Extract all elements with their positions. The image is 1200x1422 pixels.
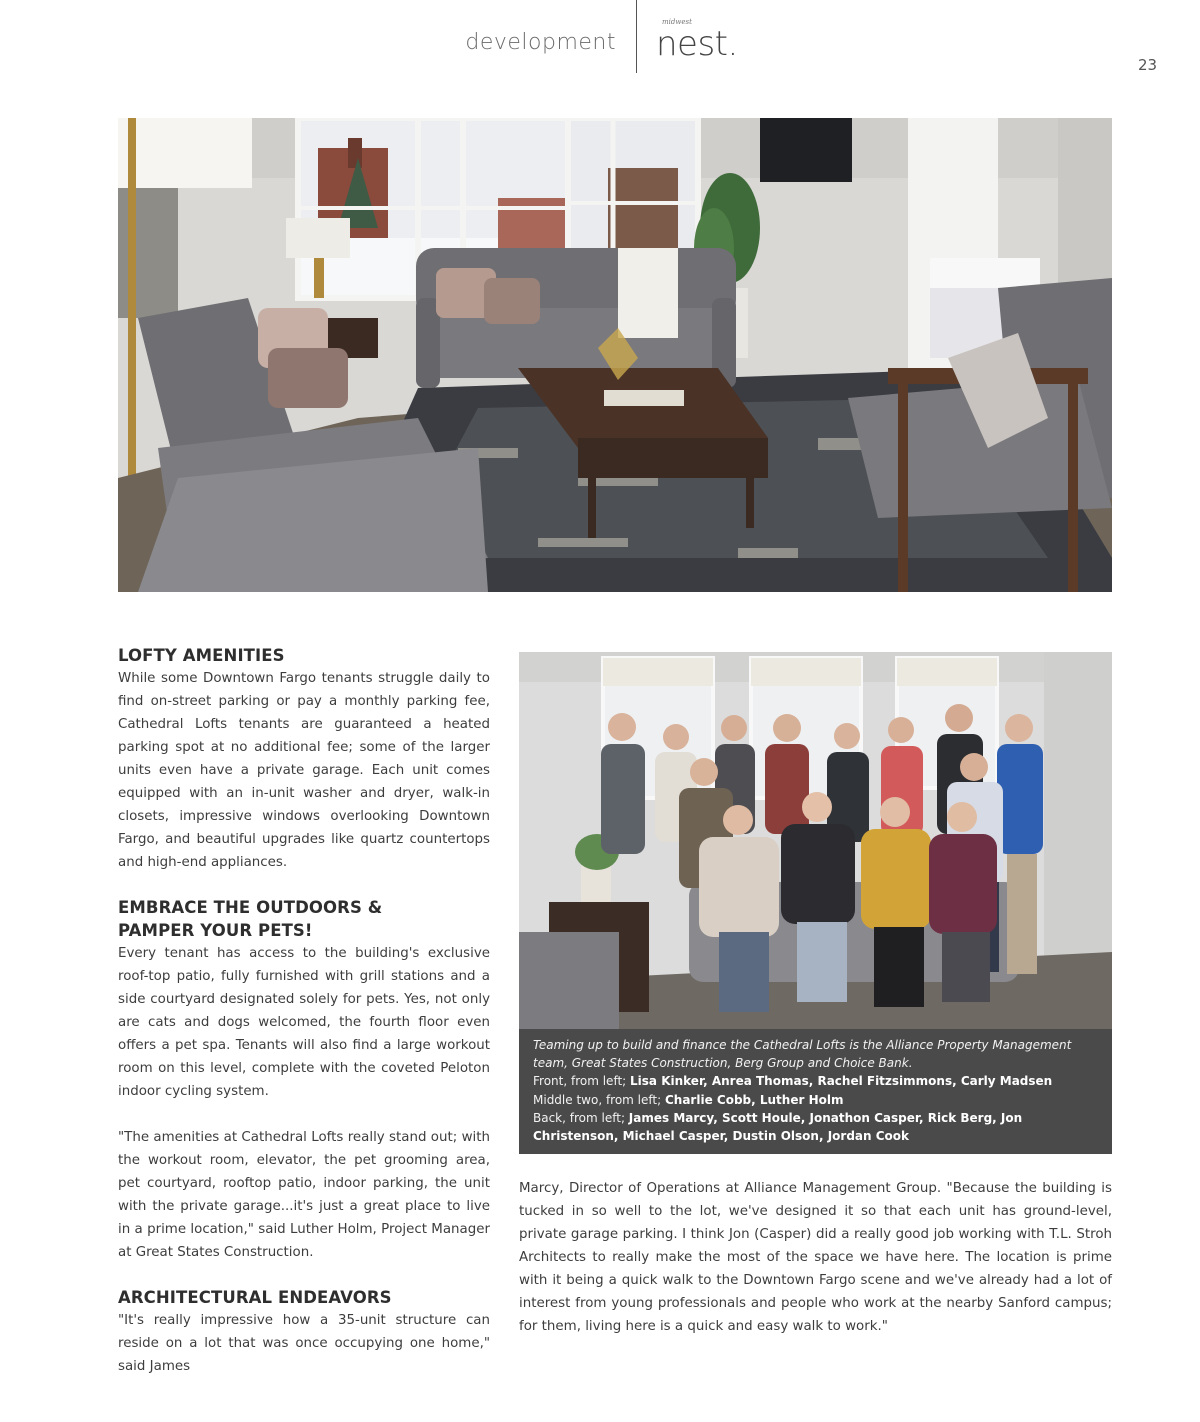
page-number: 23 — [1138, 56, 1158, 74]
heading-outdoors-line1: EMBRACE THE OUTDOORS & — [118, 898, 383, 917]
caption-front-names: Lisa Kinker, Anrea Thomas, Rachel Fitzsimmons, Carly Madsen — [630, 1074, 1053, 1089]
magazine-logo — [656, 18, 746, 68]
paragraph-quote-holm: "The amenities at Cathedral Lofts really stand out; with the workout room, elevator, the pet grooming area, pet courtyard, rooftop patio, indoor parking, the unit with the private garage...it's just a great place to live in a prime location," said Luther Holm, Project Manager at Great States Construction. — [118, 1130, 490, 1260]
header-divider — [636, 0, 637, 73]
caption-front-row — [533, 1072, 1100, 1090]
caption-middle-label: Middle two, from left; — [533, 1092, 665, 1107]
paragraph-outdoors: Every tenant has access to the building's exclusive roof-top patio, fully furnished with grill stations and a side courtyard designated solely for pets. Yes, not only are cats and dogs welcomed, the fourth floor even offers a pet spa. Tenants will also find a large workout room on this level, complete with the coveted Peloton indoor cycling system. — [118, 946, 490, 1099]
team-photo-caption — [519, 1029, 1112, 1154]
logo-tagline: midwest — [662, 18, 692, 26]
page-header — [0, 0, 1200, 90]
article-right-column — [519, 1177, 1112, 1338]
caption-front-label: Front, from left; — [533, 1074, 631, 1089]
caption-back-label: Back, from left; — [533, 1110, 629, 1125]
heading-lofty-amenities: LOFTY AMENITIES — [118, 646, 285, 665]
paragraph-architectural: "It's really impressive how a 35-unit structure can reside on a lot that was once occupying one home," said James — [118, 1313, 490, 1374]
caption-middle-names: Charlie Cobb, Luther Holm — [664, 1092, 844, 1107]
heading-architectural-endeavors: ARCHITECTURAL ENDEAVORS — [118, 1288, 392, 1307]
caption-back-names: James Marcy, Scott Houle, Jonathon Casper, Rick Berg, Jon Christenson, Michael Casper, Dustin Olson, Jordan Cook — [533, 1110, 1023, 1144]
caption-intro: Teaming up to build and finance the Cathedral Lofts is the Alliance Property Management team, Great States Construction, Berg Group and Choice Bank. — [533, 1038, 1072, 1071]
paragraph-architectural-continued: Marcy, Director of Operations at Alliance Management Group. "Because the building is tucked in so well to the lot, we've designed it so that each unit has ground-level, private garage parking. I think Jon (Casper) did a really good job working with T.L. Stroh Architects to really make the most of the space we have here. The location is prime with it being a quick walk to the Downtown Fargo scene and we've already had a lot of interest from young professionals and people who work at the nearby Sanford campus; for them, living here is a quick and easy walk to work." — [519, 1181, 1112, 1334]
logo-wordmark: nest. — [656, 24, 738, 64]
section-title: development — [465, 30, 616, 55]
article-left-column — [118, 644, 490, 1378]
living-room-illustration — [118, 118, 1112, 592]
caption-middle-row — [533, 1091, 1100, 1109]
team-group-illustration — [519, 652, 1112, 1029]
living-room-photo — [118, 118, 1112, 592]
team-photo — [519, 652, 1112, 1029]
caption-back-row — [533, 1109, 1100, 1145]
heading-outdoors-line2: PAMPER YOUR PETS! — [118, 921, 313, 940]
paragraph-lofty-amenities: While some Downtown Fargo tenants struggle daily to find on-street parking or pay a monthly parking fee, Cathedral Lofts tenants are guaranteed a heated parking spot at no additional fee; some of the larger units even have a private garage. Each unit comes equipped with an in-unit washer and dryer, walk-in closets, impressive windows overlooking Downtown Fargo, and beautiful upgrades like quartz countertops and high-end appliances. — [118, 671, 490, 870]
